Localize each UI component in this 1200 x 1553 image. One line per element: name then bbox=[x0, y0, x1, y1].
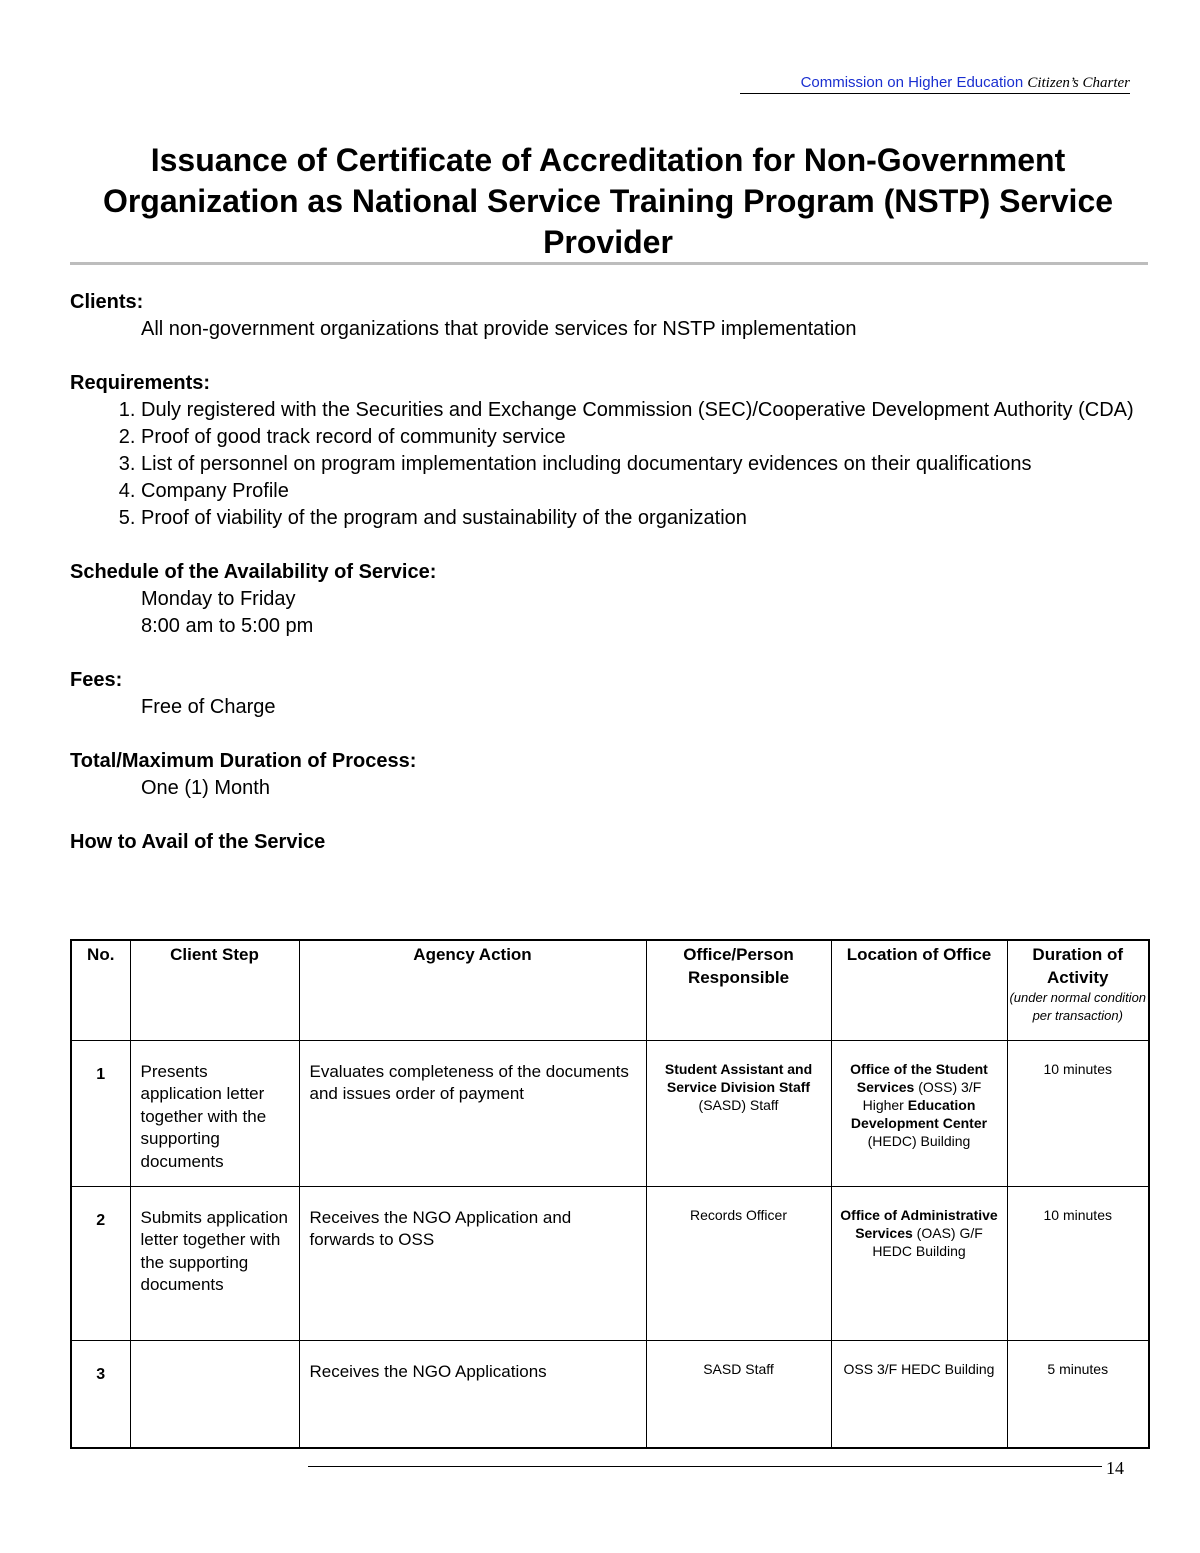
col-header-no: No. bbox=[71, 940, 130, 1040]
how-to-heading: How to Avail of the Service bbox=[70, 831, 326, 853]
office-rest: Records Officer bbox=[690, 1206, 787, 1223]
table-row bbox=[71, 1040, 1149, 1186]
requirements-list bbox=[70, 397, 1150, 532]
row-agency-action: Receives the NGO Applications bbox=[299, 1340, 646, 1448]
requirement-item: 3. List of personnel on program implementation including documentary evidences on their qualifications bbox=[141, 451, 1150, 478]
duration-value: One (1) Month bbox=[141, 777, 270, 799]
row-no: 3 bbox=[71, 1340, 130, 1448]
duration-header-text: Duration of Activity bbox=[1032, 945, 1124, 987]
requirement-item: 2. Proof of good track record of community service bbox=[141, 424, 1150, 451]
col-header-office: Office/Person Responsible bbox=[646, 940, 831, 1040]
footer-divider bbox=[308, 1466, 1102, 1467]
office-bold: Student Assistant and Service Division Staff bbox=[664, 1060, 813, 1095]
row-location bbox=[831, 1340, 1007, 1448]
table-row bbox=[71, 1186, 1149, 1340]
schedule-hours: 8:00 am to 5:00 pm bbox=[141, 615, 314, 637]
duration-header-note: (under normal condition per transaction) bbox=[1009, 990, 1147, 1023]
col-header-duration bbox=[1007, 940, 1149, 1040]
page-title: Issuance of Certificate of Accreditation for Non-Government Organization as National Service Training Program (NSTP) Service Provider bbox=[102, 142, 1114, 260]
loc-bold-2: Education Development Center bbox=[850, 1096, 988, 1131]
requirement-item: 5. Proof of viability of the program and sustainability of the organization bbox=[141, 505, 1150, 532]
row-duration: 10 minutes bbox=[1007, 1040, 1149, 1186]
title-divider bbox=[70, 262, 1148, 265]
row-office bbox=[646, 1340, 831, 1448]
row-office bbox=[646, 1186, 831, 1340]
duration-label: Total/Maximum Duration of Process: bbox=[70, 750, 417, 772]
office-rest: SASD Staff bbox=[703, 1360, 774, 1377]
row-office bbox=[646, 1040, 831, 1186]
clients-label: Clients: bbox=[70, 291, 144, 313]
table-header-row bbox=[71, 940, 1149, 1040]
document-body bbox=[70, 289, 1150, 856]
loc-bold: Office of Administrative Services bbox=[840, 1206, 998, 1241]
row-no: 2 bbox=[71, 1186, 130, 1340]
loc-rest: (OSS) 3/F Higher bbox=[862, 1078, 982, 1113]
requirement-item: 1. Duly registered with the Securities and Exchange Commission (SEC)/Cooperative Development Authority (CDA) bbox=[141, 397, 1150, 424]
row-duration: 5 minutes bbox=[1007, 1340, 1149, 1448]
requirement-item: 4. Company Profile bbox=[141, 478, 1150, 505]
row-location bbox=[831, 1040, 1007, 1186]
row-client-step: Submits application letter together with the supporting documents bbox=[130, 1186, 299, 1340]
col-header-client-step: Client Step bbox=[130, 940, 299, 1040]
page-number: 14 bbox=[1106, 1458, 1124, 1478]
loc-rest: OSS 3/F HEDC Building bbox=[843, 1360, 995, 1377]
loc-rest: (OAS) G/F HEDC Building bbox=[872, 1224, 983, 1259]
loc-bold: Office of the Student Services bbox=[850, 1060, 988, 1095]
clients-value: All non-government organizations that provide services for NSTP implementation bbox=[141, 318, 857, 340]
requirements-label: Requirements: bbox=[70, 372, 211, 394]
schedule-days: Monday to Friday bbox=[141, 588, 296, 610]
row-agency-action: Receives the NGO Application and forwards to OSS bbox=[299, 1186, 646, 1340]
row-agency-action: Evaluates completeness of the documents and issues order of payment bbox=[299, 1040, 646, 1186]
row-location bbox=[831, 1186, 1007, 1340]
schedule-label: Schedule of the Availability of Service: bbox=[70, 561, 437, 583]
row-no: 1 bbox=[71, 1040, 130, 1186]
col-header-location: Location of Office bbox=[831, 940, 1007, 1040]
loc-rest-2: (HEDC) Building bbox=[867, 1132, 971, 1149]
header-org: Commission on Higher Education bbox=[800, 74, 1024, 91]
row-client-step bbox=[130, 1340, 299, 1448]
page-header bbox=[740, 74, 1130, 94]
col-header-agency-action: Agency Action bbox=[299, 940, 646, 1040]
table-row bbox=[71, 1340, 1149, 1448]
fees-label: Fees: bbox=[70, 669, 123, 691]
row-client-step: Presents application letter together with the supporting documents bbox=[130, 1040, 299, 1186]
office-rest: (SASD) Staff bbox=[698, 1096, 779, 1113]
fees-value: Free of Charge bbox=[141, 696, 276, 718]
row-duration: 10 minutes bbox=[1007, 1186, 1149, 1340]
service-steps-table bbox=[70, 939, 1150, 1449]
header-doc-title: Citizen’s Charter bbox=[1027, 75, 1130, 91]
